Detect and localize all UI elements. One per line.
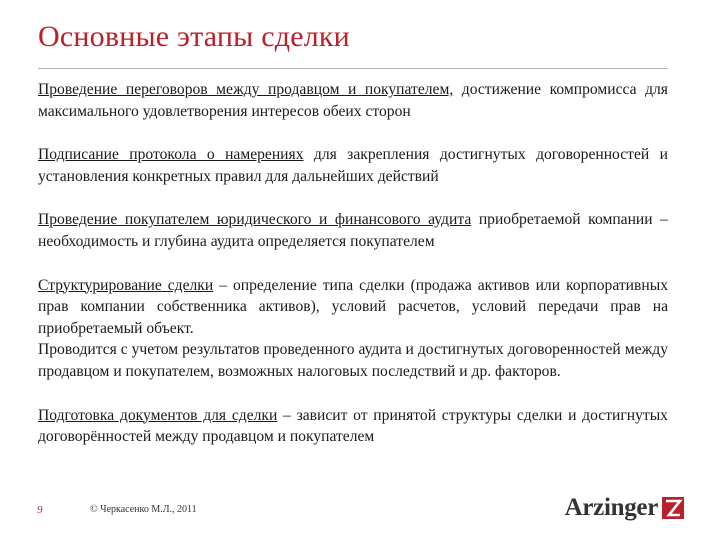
stage-heading: Структурирование сделки: [38, 276, 214, 294]
stage-heading: Проведение переговоров между продавцом и покупателем,: [38, 81, 454, 98]
stage-description: для закрепления достигнутых договоренностей и установления конкретных правил для дальнейших действий: [38, 146, 668, 185]
slide-body: [38, 79, 668, 448]
stage-description: – зависит от принятой структуры сделки и достигнутых договорённостей между продавцом и покупателем: [38, 406, 668, 446]
logo-wordmark: Arzinger: [564, 494, 658, 521]
slide-title: Основные этапы сделки: [38, 20, 350, 53]
structuring-note: [38, 339, 668, 382]
slide-footer: [0, 494, 720, 530]
title-divider: [38, 68, 668, 69]
stage-heading: Подписание протокола о намерениях: [38, 146, 304, 164]
stage-heading: Проведение покупателем юридического и финансового аудита: [38, 211, 472, 229]
stage-documents: [38, 405, 668, 448]
stage-negotiations: [38, 79, 668, 122]
stage-protocol: [38, 144, 668, 187]
stage-description: достижение компромисса для максимального удовлетворения интересов обеих сторон: [38, 81, 668, 120]
stage-structuring: [38, 275, 668, 340]
stage-description: Проводится с учетом результатов проведенного аудита и достигнутых договоренностей между продавцом и покупателем, возможных налоговых последствий и др. факторов.: [38, 341, 668, 380]
stage-description: – определение типа сделки (продажа активов или корпоративных прав компании собственника активов), условий расчетов, условий передачи прав на приобретаемый объект.: [38, 276, 668, 337]
company-logo: [565, 494, 684, 522]
stage-heading: Подготовка документов для сделки: [38, 406, 278, 424]
arzinger-logo-mark-icon: [662, 497, 684, 519]
copyright-notice: © Черкасенко М.Л., 2011: [90, 504, 197, 515]
stage-audit: [38, 209, 668, 252]
stage-description: приобретаемой компании – необходимость и глубина аудита определяется покупателем: [38, 211, 668, 250]
page-number: 9: [37, 504, 43, 516]
